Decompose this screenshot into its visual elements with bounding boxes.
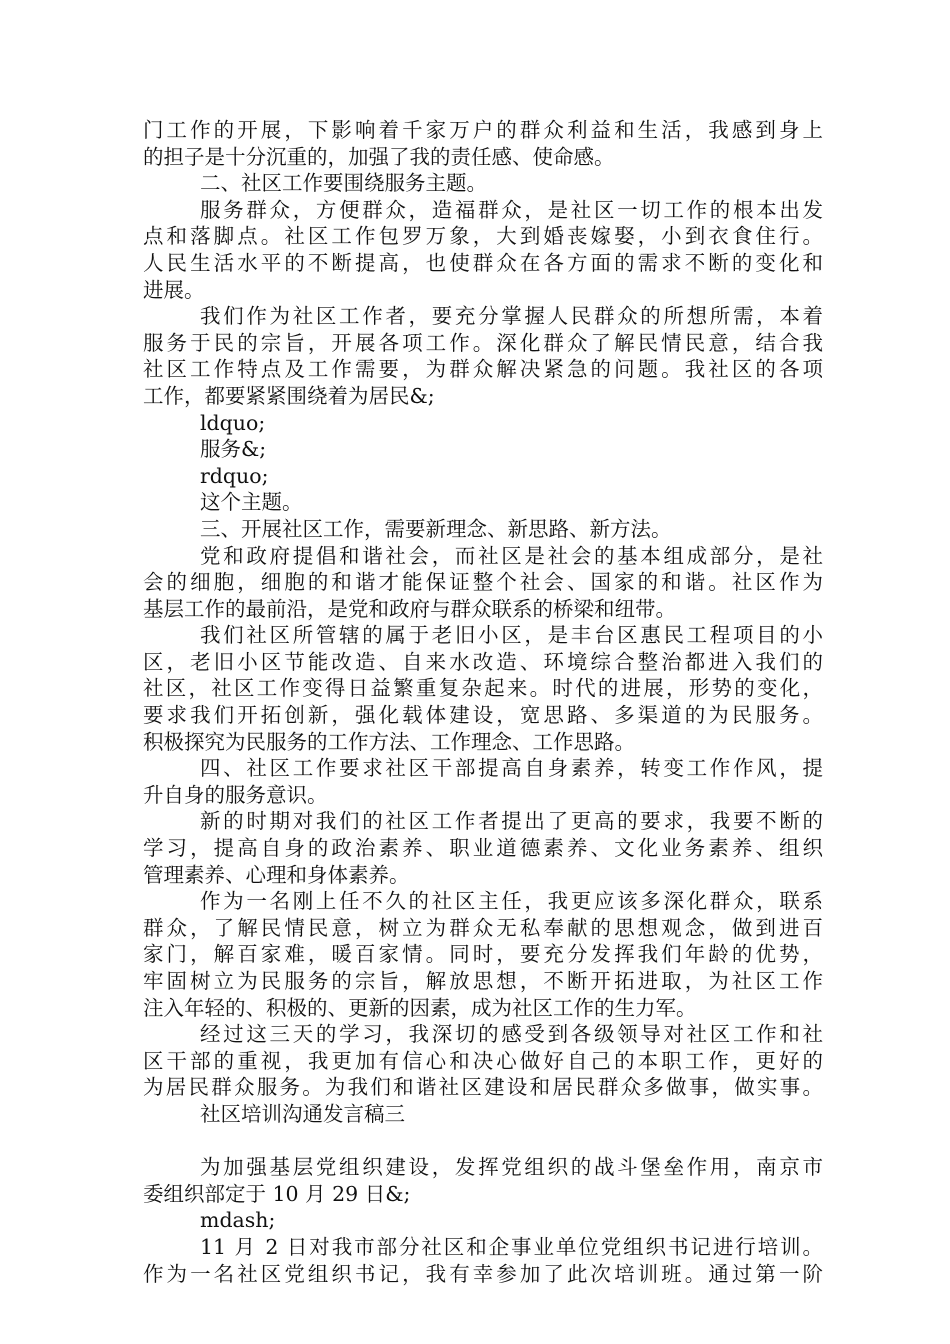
text-line: 点和落脚点。社区工作包罗万象，大到婚丧嫁娶，小到衣食住行。 — [143, 224, 823, 249]
text-line: 家门，解百家难，暖百家情。同时，要充分发挥我们年龄的优势， — [143, 942, 823, 967]
text-line: 为加强基层党组织建设，发挥党组织的战斗堡垒作用，南京市 — [200, 1155, 823, 1180]
text-line: 基层工作的最前沿，是党和政府与群众联系的桥梁和纽带。 — [143, 596, 676, 621]
text-line: 门工作的开展，下影响着千家万户的群众利益和生活，我感到身上 — [143, 118, 823, 142]
text-line: 委组织部定于 10 月 29 日&; — [143, 1181, 411, 1206]
text-line: 学习，提高自身的政治素养、职业道德素养、文化业务素养、组织 — [143, 836, 823, 861]
text-line: 党和政府提倡和谐社会，而社区是社会的基本组成部分，是社 — [200, 543, 823, 568]
text-line: 11 月 2 日对我市部分社区和企事业单位党组织书记进行培训。 — [200, 1234, 823, 1259]
text-line: 会的细胞，细胞的和谐才能保证整个社会、国家的和谐。社区作为 — [143, 570, 823, 595]
text-line: 服务群众，方便群众，造福群众，是社区一切工作的根本出发 — [200, 197, 823, 222]
text-line: 要求我们开拓创新，强化载体建设，宽思路、多渠道的为民服务。 — [143, 703, 823, 728]
text-line: 经过这三天的学习，我深切的感受到各级领导对社区工作和社 — [200, 1022, 823, 1047]
text-line: 区，老旧小区节能改造、自来水改造、环境综合整治都进入我们的 — [143, 649, 823, 674]
text-line: 我们作为社区工作者，要充分掌握人民群众的所想所需，本着 — [200, 304, 823, 329]
text-line: 社区工作特点及工作需要，为群众解决紧急的问题。我社区的各项 — [143, 357, 823, 382]
text-line: 管理素养、心理和身体素养。 — [143, 862, 410, 887]
text-line: 社区，社区工作变得日益繁重复杂起来。时代的进展，形势的变化， — [143, 676, 823, 701]
blank-line — [143, 1128, 823, 1155]
text-line: ldquo; — [200, 410, 266, 435]
text-line: 我们社区所管辖的属于老旧小区，是丰台区惠民工程项目的小 — [200, 623, 823, 648]
text-line: 群众，了解民情民意，树立为群众无私奉献的思想观念，做到进百 — [143, 915, 823, 940]
text-line: 为居民群众服务。为我们和谐社区建设和居民群众多做事，做实事。 — [143, 1075, 823, 1100]
text-line: 这个主题。 — [200, 490, 303, 515]
text-line: 作为一名社区党组织书记，我有幸参加了此次培训班。通过第一阶 — [143, 1261, 823, 1286]
text-line: 服务&; — [200, 437, 267, 462]
text-line: 区干部的重视，我更加有信心和决心做好自己的本职工作，更好的 — [143, 1048, 823, 1073]
text-line: 进展。 — [143, 277, 205, 302]
text-line: 牢固树立为民服务的宗旨，解放思想，不断开拓进取，为社区工作 — [143, 969, 823, 993]
text-line: 服务于民的宗旨，开展各项工作。深化群众了解民情民意，结合我 — [143, 330, 823, 355]
document-body — [143, 117, 823, 1287]
text-line: 作为一名刚上任不久的社区主任，我更应该多深化群众，联系 — [200, 889, 823, 914]
text-line: 注入年轻的、积极的、更新的因素，成为社区工作的生力军。 — [143, 995, 697, 1020]
section-heading: 三、开展社区工作，需要新理念、新思路、新方法。 — [200, 516, 672, 541]
document-subtitle: 社区培训沟通发言稿三 — [200, 1101, 405, 1126]
text-line: 积极探究为民服务的工作方法、工作理念、工作思路。 — [143, 729, 635, 754]
text-line: 新的时期对我们的社区工作者提出了更高的要求，我要不断的 — [200, 809, 823, 834]
text-line: mdash; — [200, 1208, 276, 1233]
section-heading: 二、社区工作要围绕服务主题。 — [200, 171, 487, 196]
text-line: 升自身的服务意识。 — [143, 782, 328, 807]
text-line: 工作，都要紧紧围绕着为居民&; — [143, 383, 435, 408]
text-line: 的担子是十分沉重的，加强了我的责任感、使命感。 — [143, 144, 615, 169]
section-heading: 四、社区工作要求社区干部提高自身素养，转变工作作风，提 — [200, 756, 823, 781]
text-line: 人民生活水平的不断提高，也使群众在各方面的需求不断的变化和 — [143, 250, 823, 275]
text-line: rdquo; — [200, 463, 269, 488]
